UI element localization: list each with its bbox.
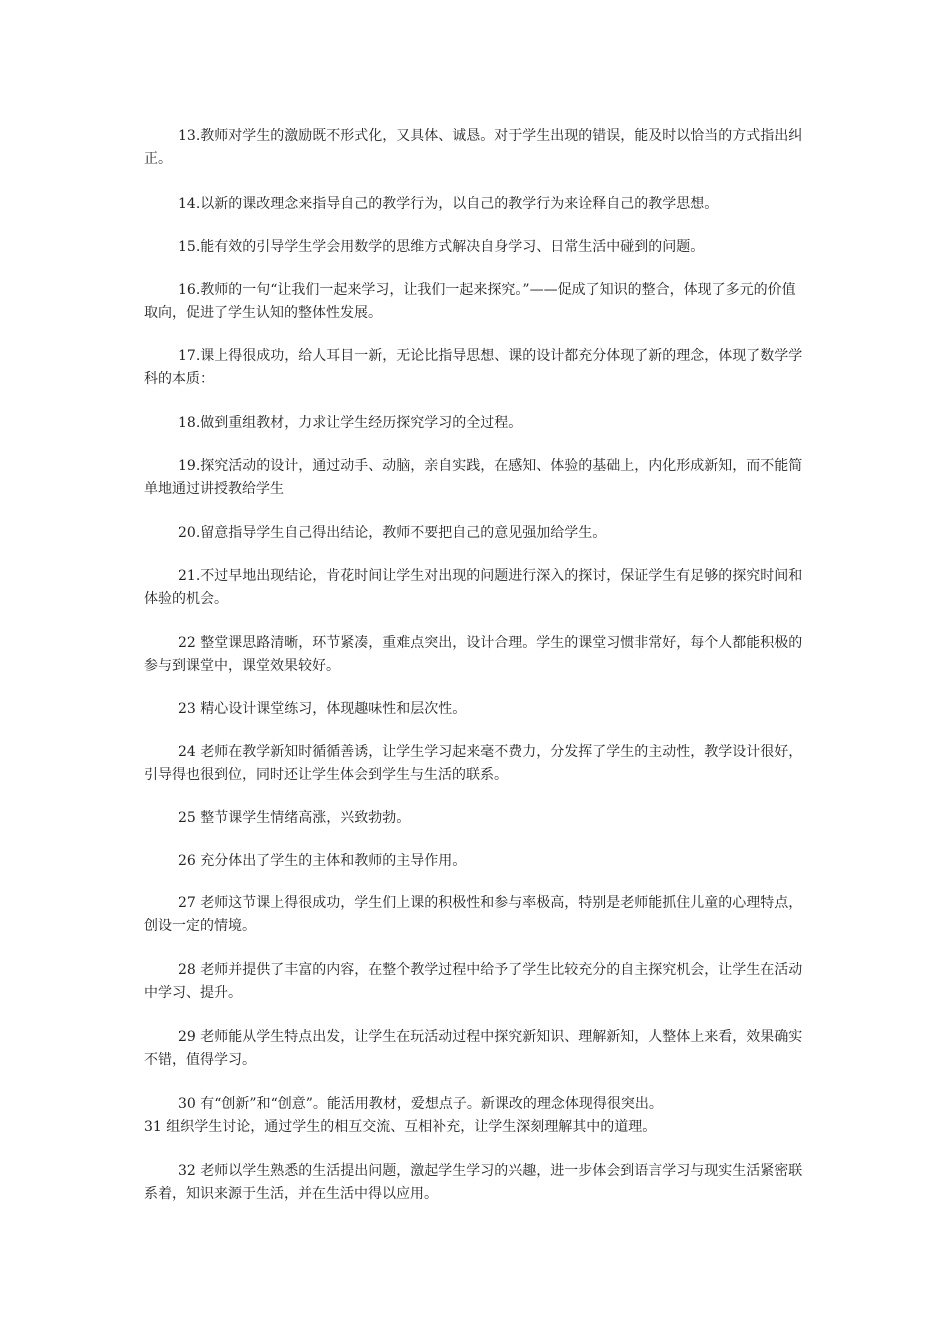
paragraph-25: 25 整节课学生情绪高涨，兴致勃勃。 <box>178 810 411 826</box>
paragraph-20: 20.留意指导学生自己得出结论，教师不要把自己的意见强加给学生。 <box>178 525 607 541</box>
paragraph-21: 21.不过早地出现结论，肯花时间让学生对出现的问题进行深入的探讨，保证学生有足够的探究时间和体验的机会。 <box>144 568 803 607</box>
paragraph-27: 27 老师这节课上得很成功，学生们上课的积极性和参与率极高，特别是老师能抓住儿童的心理特点，创设一定的情境。 <box>144 895 803 934</box>
paragraph-26: 26 充分体出了学生的主体和教师的主导作用。 <box>178 853 467 869</box>
paragraph-23: 23 精心设计课堂练习，体现趣味性和层次性。 <box>178 701 467 717</box>
paragraph-22: 22 整堂课思路清晰，环节紧凑，重难点突出，设计合理。学生的课堂习惯非常好，每个人都能积极的参与到课堂中，课堂效果较好。 <box>144 635 803 674</box>
paragraph-19: 19.探究活动的设计，通过动手、动脑，亲自实践，在感知、体验的基础上，内化形成新知，而不能简单地通过讲授教给学生 <box>144 458 803 497</box>
paragraph-16: 16.教师的一句“让我们一起来学习，让我们一起来探究。”——促成了知识的整合，体现了多元的价值取向，促进了学生认知的整体性发展。 <box>144 282 796 321</box>
paragraph-28: 28 老师并提供了丰富的内容，在整个教学过程中给予了学生比较充分的自主探究机会，让学生在活动中学习、提升。 <box>144 962 803 1001</box>
paragraph-29: 29 老师能从学生特点出发，让学生在玩活动过程中探究新知识、理解新知，人整体上来看，效果确实不错，值得学习。 <box>144 1029 803 1068</box>
paragraph-30: 30 有“创新”和“创意”。能活用教材，爱想点子。新课改的理念体现得很突出。 <box>178 1096 663 1112</box>
paragraph-18: 18.做到重组教材，力求让学生经历探究学习的全过程。 <box>178 415 523 431</box>
paragraph-24: 24 老师在教学新知时循循善诱，让学生学习起来毫不费力，分发挥了学生的主动性，教学设计很好，引导得也很到位，同时还让学生体会到学生与生活的联系。 <box>144 744 803 783</box>
paragraph-14: 14.以新的课改理念来指导自己的教学行为，以自己的教学行为来诠释自己的教学思想。 <box>178 196 719 212</box>
paragraph-32: 32 老师以学生熟悉的生活提出问题，激起学生学习的兴趣，进一步体会到语言学习与现实生活紧密联系着，知识来源于生活，并在生活中得以应用。 <box>144 1163 803 1202</box>
paragraph-31: 31 组织学生讨论，通过学生的相互交流、互相补充，让学生深刻理解其中的道理。 <box>144 1119 657 1135</box>
paragraph-17: 17.课上得很成功，给人耳目一新，无论比指导思想、课的设计都充分体现了新的理念，体现了数学学科的本质： <box>144 348 803 387</box>
paragraph-13: 13.教师对学生的激励既不形式化，又具体、诚恳。对于学生出现的错误，能及时以恰当的方式指出纠正。 <box>144 128 803 167</box>
paragraph-15: 15.能有效的引导学生学会用数学的思维方式解决自身学习、日常生活中碰到的问题。 <box>178 239 705 255</box>
